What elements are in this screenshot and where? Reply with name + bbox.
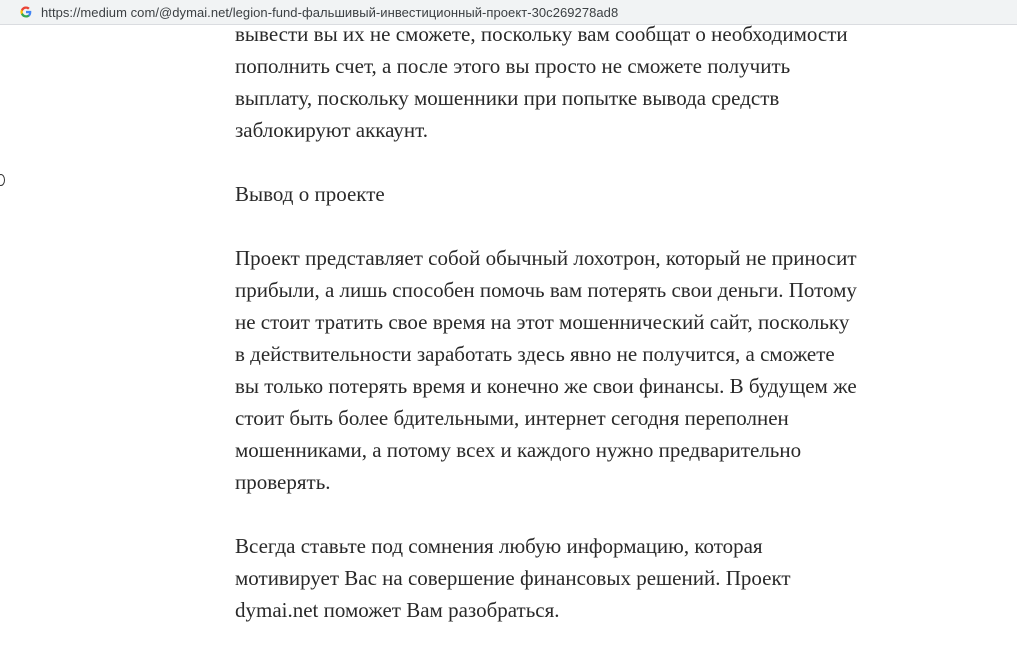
text-line: dymai.net поможет Вам разобраться. (235, 598, 560, 622)
text-line: мотивирует Вас на совершение финансовых решений. Проект (235, 566, 791, 590)
text-line: выплату, поскольку мошенники при попытке вывода средств (235, 86, 780, 110)
heading-text: Вывод о проекте (235, 182, 385, 206)
paragraph-account-blocked (235, 18, 935, 146)
text-line: прибыли, а лишь способен помочь вам потерять свои деньги. Потому (235, 278, 857, 302)
article-body (235, 18, 935, 626)
section-heading (235, 178, 935, 210)
paragraph-conclusion (235, 242, 935, 498)
text-line: вывести вы их не сможете, поскольку вам сообщат о необходимости (235, 22, 848, 46)
text-line: в действительности заработать здесь явно не получится, а сможете (235, 342, 835, 366)
google-icon (19, 5, 33, 19)
text-line: пополнить счет, а после этого вы просто не сможете получить (235, 54, 791, 78)
edge-fragment-icon (0, 174, 5, 186)
text-line: стоит быть более бдительными, интернет сегодня переполнен (235, 406, 789, 430)
text-line: Всегда ставьте под сомнения любую информацию, которая (235, 534, 763, 558)
url-text[interactable]: https://medium com/@dymai.net/legion-fund-фальшивый-инвестиционный-проект-30c269278ad8 (41, 4, 619, 20)
text-line: мошенниками, а потому всех и каждого нужно предварительно (235, 438, 802, 462)
text-line: вы только потерять время и конечно же свои финансы. В будущем же (235, 374, 857, 398)
paragraph-advice (235, 530, 935, 626)
text-line: Проект представляет собой обычный лохотрон, который не приносит (235, 246, 857, 270)
text-line: заблокируют аккаунт. (235, 118, 429, 142)
text-line: проверять. (235, 470, 331, 494)
text-line: не стоит тратить свое время на этот мошеннический сайт, поскольку (235, 310, 850, 334)
